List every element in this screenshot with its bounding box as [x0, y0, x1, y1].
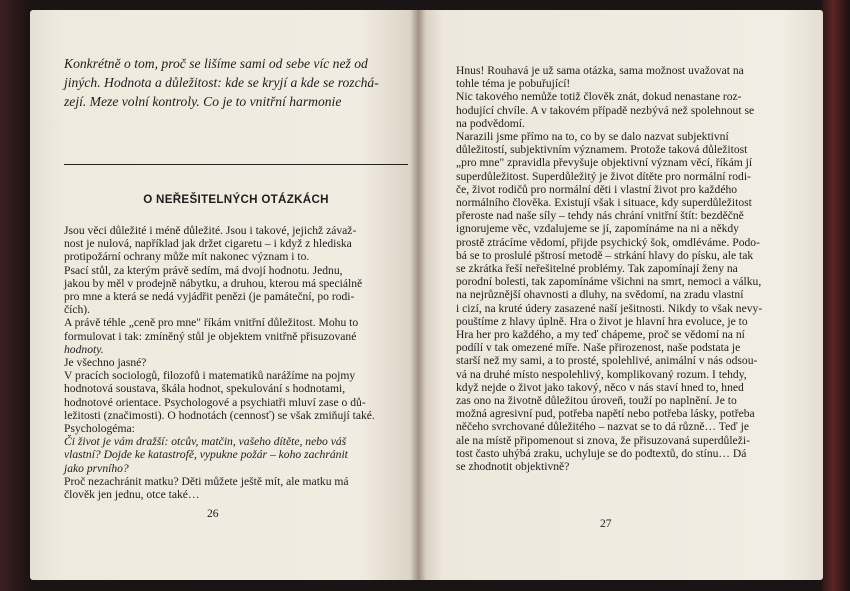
text-line: če, život rodičů pro normální děti i vlastní život pro každého	[456, 182, 738, 196]
text-line: vlastní? Dojde ke katastrofě, vypukne požár – koho zachránit	[64, 448, 348, 462]
text-line: Či život je vám dražší: otcův, matčin, vašeho dítěte, nebo váš	[64, 435, 347, 449]
text-line: hodnoty.	[64, 342, 104, 356]
text-line: na nejrůznější ohavnosti a dluhy, na svědomí, na zradu vlastní	[456, 288, 744, 302]
text-line: protipožární ochrany může mít nakonec význam i to.	[64, 250, 310, 264]
book-cover-edge-left	[0, 0, 30, 591]
summary-line: Konkrétně o tom, proč se lišíme sami od sebe víc než od	[64, 56, 368, 71]
text-line: tost často uhýbá zraku, uchyluje se do podtextů, do stínu… Dá	[456, 446, 747, 460]
text-line: Proč nezachránit matku? Děti můžete ještě mít, ale matku má	[64, 474, 349, 488]
text-line: hodnotová soustava, škála hodnot, spekulování s hodnotami,	[64, 382, 346, 396]
text-line: na podvědomí.	[456, 116, 525, 130]
text-line: hodnotové orientace. Psychologové a psychiatři mluví zase o dů-	[64, 395, 366, 409]
text-line: podílí v tak omezené míře. Naše přirozenost, naše podstata je	[456, 341, 741, 355]
text-line: Je všechno jasné?	[64, 356, 147, 370]
text-line: důležitostí, subjektivním významem. Protože taková důležitost	[456, 143, 748, 157]
text-line: zas ono na životně důležitou úroveň, touží po naplnění. Je to	[456, 394, 737, 408]
text-line: přeroste nad naše síly – tehdy nás chrání vnitřní štít: bezděčně	[456, 209, 744, 223]
section-heading: O NEŘEŠITELNÝCH OTÁZKÁCH	[143, 193, 329, 206]
text-line: když nejde o život jako takový, něco v nás staví hned to, hned	[456, 380, 744, 394]
text-line: V pracích sociologů, filozofů i matematiků narážíme na pojmy	[64, 369, 356, 383]
text-line: ležitosti (značimosti). O hodnotách (cennosť) se však zmiňují také.	[64, 408, 375, 422]
text-line: „pro mne" zpravidla převyšuje objektivní význam věcí, říkám jí	[456, 156, 753, 170]
text-line: ale na místě připomenout si znova, že přisuzovaná superdůleži-	[456, 433, 750, 447]
text-line: Psací stůl, za kterým právě sedím, má dvojí hodnotu. Jednu,	[64, 263, 343, 277]
text-line: pro mne a která se nedá vyjádřit penězi (je památeční, po rodi-	[64, 290, 355, 304]
summary-line: jiných. Hodnota a důležitost: kde se kryjí a kde se rozchá-	[64, 75, 379, 90]
text-line: jako prvního?	[64, 461, 129, 475]
text-line: tohle téma je pobuřující!	[456, 77, 571, 91]
text-line: Hra her pro každého, a my teď chápeme, proč se vědomí na ní	[456, 328, 745, 342]
text-line: vá na druhé místo nespolehlivý, komplikovaný rozum. I tehdy,	[456, 367, 747, 381]
text-line: normálního člověka. Existují však i situace, kdy superdůležitost	[456, 196, 752, 210]
text-line: Nic takového nemůže totiž člověk znát, dokud nenastane roz-	[456, 90, 742, 104]
text-line: hodující chvíle. A v takovém případě nezbývá než spolehnout se	[456, 103, 755, 117]
text-line: Hnus! Rouhavá je už sama otázka, sama možnost uvažovat na	[456, 64, 744, 77]
left-page	[30, 10, 418, 580]
text-line: porodní bolesti, tak zapomínáme všichni na smrt, nemoci a válku,	[456, 275, 762, 289]
text-line: Psychologéma:	[64, 422, 135, 436]
page-number: 26	[207, 507, 219, 520]
text-line: prostě ztrácíme vědomí, přijde psychický šok, omdléváme. Podo-	[456, 235, 760, 249]
text-line: starší než my sami, a to prosté, spolehlivé, animální v nás odsou-	[456, 354, 758, 368]
text-line: jakou by měl v prodejně nábytku, a druhou, kterou má speciálně	[64, 276, 363, 290]
text-line: ignorujeme věc, vzdalujeme se jí, zapomínáme na ni a někdy	[456, 222, 739, 236]
right-page	[418, 10, 823, 580]
text-line: formulovat i tak: zmíněný stůl je objektem vnitřně přisuzované	[64, 329, 357, 343]
text-line: A právě téhle „ceně pro mne" říkám vnitřní důležitost. Mohu to	[64, 316, 359, 330]
text-line: superdůležitost. Superdůležitý je život dítěte pro normální rodi-	[456, 169, 751, 183]
text-line: Narazili jsme přímo na to, co by se dalo nazvat subjektivní	[456, 130, 729, 144]
text-line: se zkrátka řeší neřešitelné problémy. Tak zapomínají ženy na	[456, 262, 738, 276]
left-page-body	[64, 224, 408, 501]
text-line: možná agresivní pud, potřeba napětí nebo potřeba lásky, potřeba	[456, 407, 755, 421]
book-cover-edge-right	[822, 0, 850, 591]
text-line: něčeho svrchované důležitého – nazvat se to dá různě… Teď je	[456, 420, 749, 434]
summary-line: zejí. Meze volní kontroly. Co je to vnitřní harmonie	[64, 94, 342, 109]
text-line: bá se to proslulé pštrosí metodě – strkání hlavy do písku, ale tak	[456, 248, 754, 262]
text-line: nost je nulová, například jak držet cigaretu – i když z hlediska	[64, 237, 352, 251]
text-line: i cizí, na kruté údery zasazené naší ješitnosti. Nikdy to však nevy-	[456, 301, 763, 315]
section-divider	[64, 164, 408, 165]
right-page-body	[456, 64, 792, 473]
text-line: čích).	[64, 303, 91, 317]
text-line: člověk jen jednu, otce také…	[64, 488, 200, 502]
page-number: 27	[600, 517, 612, 530]
chapter-summary	[64, 54, 384, 111]
text-line: se zhodnotit objektivně?	[456, 460, 570, 474]
text-line: pouštíme z hlavy úplně. Hra o život je hlavní hra evoluce, je to	[456, 314, 748, 328]
text-line: Jsou věci důležité i méně důležité. Jsou i takové, jejichž závaž-	[64, 224, 357, 237]
